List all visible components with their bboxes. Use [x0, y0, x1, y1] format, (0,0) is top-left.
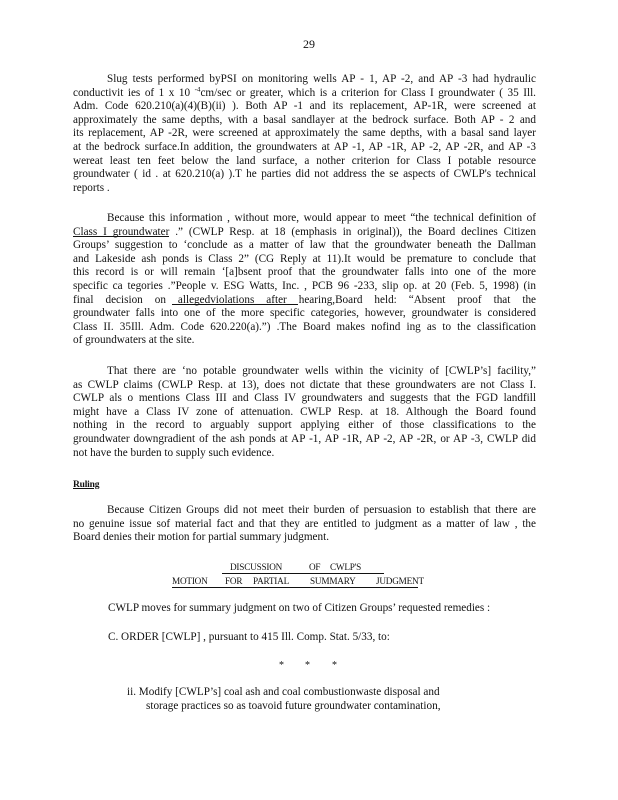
heading-word: JUDGMENT — [376, 576, 424, 586]
paragraph-ruling — [73, 504, 536, 545]
text-line: might have a Class IV zone of attenuation. CWLP Resp. at 18. Although the Board found — [73, 405, 536, 418]
text-line: Because Citizen Groups did not meet their burden of persuasion to establish that there are — [107, 504, 536, 516]
ruling-heading: Ruling — [73, 480, 100, 490]
text-line: and Lakeside ash ponds is Class 2” (CG Reply at 11).It would be premature to conclude that — [73, 252, 536, 265]
motion-heading-line2 — [172, 575, 424, 588]
text-line: as CWLP claims (CWLP Resp. at 13), does not dictate that these groundwaters are not Class I. — [73, 378, 536, 391]
text-line: groundwater falls into one of the more specific categories, however, groundwater is considered — [73, 307, 536, 320]
underline-case-name — [172, 304, 298, 305]
text-line: final decision on allegedviolations after hearing,Board held: “Absent proof that the — [73, 293, 536, 306]
text-line: Class II. 35Ill. Adm. Code 620.220(a).”) .The Board makes nofind ing as to the classification — [73, 320, 536, 333]
star: * — [332, 660, 337, 671]
cwlp-moves-line: CWLP moves for summary judgment on two of Citizen Groups’ requested remedies : — [108, 602, 491, 614]
star: * — [279, 660, 284, 671]
text-line: That there are ‘no potable groundwater wells within the vicinity of [CWLP’s] facility,” — [107, 365, 536, 377]
text-line: nothing in the record to arguably support applying either of those classifications to the — [73, 419, 536, 432]
underline-class-i — [73, 236, 169, 237]
text-line — [73, 87, 536, 101]
text-fragment: conductivit ies of 1 x 10 — [73, 86, 195, 99]
heading-word: PARTIAL — [253, 576, 289, 586]
paragraph-technical-definition — [73, 212, 536, 348]
text-line: Adm. Code 620.210(a)(4)(B)(ii) ). Both AP -1 and its replacement, AP-1R, were screened at — [73, 100, 536, 113]
paragraph-potable-wells — [73, 365, 536, 460]
text-line: Because this information , without more, would appear to meet “the technical definition of — [107, 212, 536, 224]
list-item-ii — [127, 686, 467, 713]
star: * — [305, 660, 310, 671]
text-line: not have the burden to supply such evidence. — [73, 446, 275, 459]
text-line: Groups’ suggestion to ‘conclude as a matter of law that the groundwater beneath the Dallman — [73, 239, 536, 252]
heading-rule — [222, 573, 384, 574]
text-line: specific ca tegories .”People v. ESG Watts, Inc. , PCB 96 -233, slip op. at 20 (Feb. 5, 1998) (in — [73, 279, 536, 292]
text-line: no genuine issue sof material fact and that they are entitled to judgment as a matter of law , the — [73, 517, 536, 530]
text-line: CWLP als o mentions Class III and Class IV groundwaters and suggests that the FGD landfill — [73, 392, 536, 405]
paragraph-slug-tests — [73, 73, 536, 195]
text-line: Class I groundwater .” (CWLP Resp. at 18 (emphasis in original)), the Board declines Citizen — [73, 225, 536, 238]
text-line: approximately the same depths, with a basal sandlayer at the bedrock surface. Both AP - 2 and — [73, 113, 536, 126]
text-line: reports . — [73, 181, 110, 194]
text-line: storage practices so as toavoid future groundwater contamination, — [146, 699, 441, 712]
text-line: groundwater downgradient of the ash ponds at AP -1, AP -1R, AP -2, AP -2R, or AP -3, CWLP did — [73, 432, 536, 445]
heading-word: CWLP'S — [330, 562, 362, 572]
heading-word: SUMMARY — [310, 576, 356, 586]
text-fragment: cm/sec or greater, which is a criterion for Class I groundwater ( 35 Ill. — [200, 86, 536, 99]
text-line: at the bedrock surface.In addition, the groundwaters at AP -1, AP -1R, AP -2, AP -2R, and AP -3 — [73, 140, 536, 153]
text-line: ii. Modify [CWLP’s] coal ash and coal combustionwaste disposal and — [127, 686, 440, 698]
text-line: wereat least ten feet below the land surface, a nother criterion for Class I potable resource — [73, 154, 536, 167]
text-line: of groundwaters at the site. — [73, 334, 195, 347]
heading-word: MOTION — [172, 576, 208, 586]
order-line: C. ORDER [CWLP] , pursuant to 415 Ill. Comp. Stat. 5/33, to: — [108, 631, 390, 643]
page-number: 29 — [303, 37, 315, 51]
text-line: its replacement, AP -2R, were screened at approximately the same depths, with a basal sand layer — [73, 127, 536, 140]
heading-word: OF — [309, 562, 321, 572]
heading-word: DISCUSSION — [230, 562, 283, 572]
text-line: this record is or will remain ‘[a]bsent proof that the groundwater falls into one of the more — [73, 266, 536, 279]
superscript: -4 — [194, 86, 201, 93]
text-line: groundwater ( id . at 620.210(a) ).T he parties did not address the se aspects of CWLP's technical — [73, 168, 536, 181]
heading-word: FOR — [225, 576, 243, 586]
text-line: Board denies their motion for partial summary judgment. — [73, 531, 330, 544]
text-line: Slug tests performed byPSI on monitoring wells AP - 1, AP -2, and AP -3 had hydraulic — [107, 73, 536, 85]
